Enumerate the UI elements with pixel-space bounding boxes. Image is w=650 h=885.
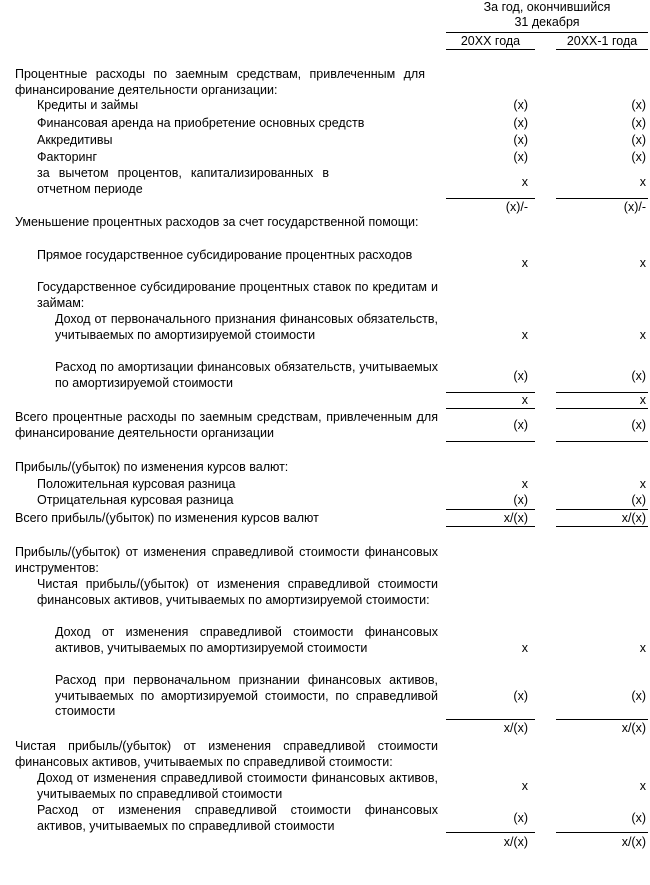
total-interest-label: Всего процентные расходы по заемным средствам, привлеченным для финансирование деятельности организации (15, 410, 438, 440)
total-interest-col2: (x) (631, 418, 646, 432)
gov-amortization-expense-label: Расход по амортизации финансовых обязательств, учитываемых по амортизируемой стоимости (55, 360, 438, 390)
fx-total-col2: x/(x) (621, 511, 646, 525)
amortized-subtotal-col2: x/(x) (621, 721, 646, 735)
gov-rate-subsidy-heading: Государственное субсидирование процентных ставок по кредитам и займам: (37, 280, 438, 310)
fx-total-underline-col2 (556, 526, 648, 527)
fv-subtotal-rule-col2 (556, 832, 648, 833)
gov-initial-recognition-income-label: Доход от первоначального признания финансовых обязательств, учитываемых по амортизируемой стоимости (55, 312, 438, 342)
fx-total-col1: x/(x) (503, 511, 528, 525)
fv-expense-col1: (x) (513, 811, 528, 825)
fv-subtotal-col1: x/(x) (503, 835, 528, 849)
fv-subtotal-rule-col1 (446, 832, 535, 833)
amortized-expense-col1: (x) (513, 689, 528, 703)
interest-row-value-col2: (x) (631, 116, 646, 130)
amortized-income-label: Доход от изменения справедливой стоимости финансовых активов, учитываемых по амортизируемой стоимости (55, 625, 438, 655)
interest-capitalized-value-col2: x (639, 175, 646, 189)
fv-income-label: Доход от изменения справедливой стоимости финансовых активов, учитываемых по справедливой стоимости (37, 771, 438, 801)
interest-capitalized-label: за вычетом процентов, капитализированных в отчетном периоде (37, 166, 329, 196)
interest-row-value-col2: (x) (631, 150, 646, 164)
fx-total-rule-col2 (556, 509, 648, 510)
interest-row-label: Аккредитивы (37, 133, 113, 147)
interest-heading: Процентные расходы по заемным средствам, привлеченным для финансирование деятельности организации: (15, 67, 425, 97)
total-interest-rule-col2 (556, 441, 648, 442)
fx-positive-col2: x (639, 477, 646, 491)
fx-total-rule-col1 (446, 509, 535, 510)
fx-positive-label: Положительная курсовая разница (37, 477, 236, 491)
gov-amortization-expense-col1: (x) (513, 369, 528, 383)
interest-row-label: Финансовая аренда на приобретение основных средств (37, 116, 365, 130)
interest-row-value-col1: (x) (513, 116, 528, 130)
amortized-subtotal-rule-col2 (556, 719, 648, 720)
interest-capitalized-value-col1: x (521, 175, 528, 189)
amortized-income-col1: x (521, 641, 528, 655)
gov-initial-recognition-income-col2: x (639, 328, 646, 342)
gov-direct-subsidy-label: Прямое государственное субсидирование процентных расходов (37, 248, 413, 262)
fair-value-heading: Прибыль/(убыток) от изменения справедливой стоимости финансовых инструментов: (15, 545, 438, 575)
column-header-prior-year: 20XX-1 года (566, 34, 638, 48)
interest-row-label: Факторинг (37, 150, 97, 164)
gov-subtotal-col1: x (521, 393, 528, 407)
header-rule-col2 (556, 49, 648, 50)
gov-subtotal-col2: x (639, 393, 646, 407)
gov-amortization-expense-col2: (x) (631, 369, 646, 383)
interest-subtotal-col2: (x)/- (623, 200, 646, 214)
interest-row-value-col2: (x) (631, 98, 646, 112)
interest-subtotal-rule-col2 (556, 198, 648, 199)
gov-initial-recognition-income-col1: x (521, 328, 528, 342)
header-rule-col1 (446, 49, 535, 50)
fx-negative-col1: (x) (513, 493, 528, 507)
gov-subtotal-rule-col2 (556, 392, 648, 393)
fx-negative-col2: (x) (631, 493, 646, 507)
fx-positive-col1: x (521, 477, 528, 491)
interest-row-label: Кредиты и займы (37, 98, 139, 112)
amortized-expense-col2: (x) (631, 689, 646, 703)
column-header-current-year: 20XX года (460, 34, 521, 48)
gov-direct-subsidy-col2: x (639, 256, 646, 270)
interest-row-value-col2: (x) (631, 133, 646, 147)
interest-row-value-col1: (x) (513, 98, 528, 112)
fv-subtotal-col2: x/(x) (621, 835, 646, 849)
header-rule-top (446, 32, 648, 33)
fv-income-col1: x (521, 779, 528, 793)
fx-total-label: Всего прибыль/(убыток) по изменения курсов валют (15, 511, 319, 525)
amortized-subtotal-rule-col1 (446, 719, 535, 720)
period-header-line1: За год, окончившийся (483, 0, 611, 14)
interest-subtotal-col1: (x)/- (505, 200, 528, 214)
gov-direct-subsidy-col1: x (521, 256, 528, 270)
fx-total-underline-col1 (446, 526, 535, 527)
gov-help-heading: Уменьшение процентных расходов за счет государственной помощи: (15, 215, 419, 229)
amortized-income-col2: x (639, 641, 646, 655)
interest-row-value-col1: (x) (513, 150, 528, 164)
total-interest-rule-col1 (446, 441, 535, 442)
interest-row-value-col1: (x) (513, 133, 528, 147)
fv-heading: Чистая прибыль/(убыток) от изменения справедливой стоимости финансовых активов, учитываемых по справедливой стоимости: (15, 739, 438, 769)
fv-expense-col2: (x) (631, 811, 646, 825)
interest-subtotal-rule-col1 (446, 198, 535, 199)
fx-negative-label: Отрицательная курсовая разница (37, 493, 234, 507)
fx-heading: Прибыль/(убыток) по изменения курсов валют: (15, 460, 289, 474)
amortized-heading: Чистая прибыль/(убыток) от изменения справедливой стоимости финансовых активов, учитываемых по амортизируемой стоимости: (37, 577, 438, 607)
fv-income-col2: x (639, 779, 646, 793)
period-header-line2: 31 декабря (514, 15, 580, 29)
amortized-subtotal-col1: x/(x) (503, 721, 528, 735)
total-interest-col1: (x) (513, 418, 528, 432)
gov-subtotal-underline-col1 (446, 408, 535, 409)
fv-expense-label: Расход от изменения справедливой стоимости финансовых активов, учитываемых по справедливой стоимости (37, 803, 438, 833)
amortized-expense-label: Расход при первоначальном признании финансовых активов, учитываемых по амортизируемой стоимости, по справедливой стоимости (55, 673, 438, 718)
gov-subtotal-underline-col2 (556, 408, 648, 409)
